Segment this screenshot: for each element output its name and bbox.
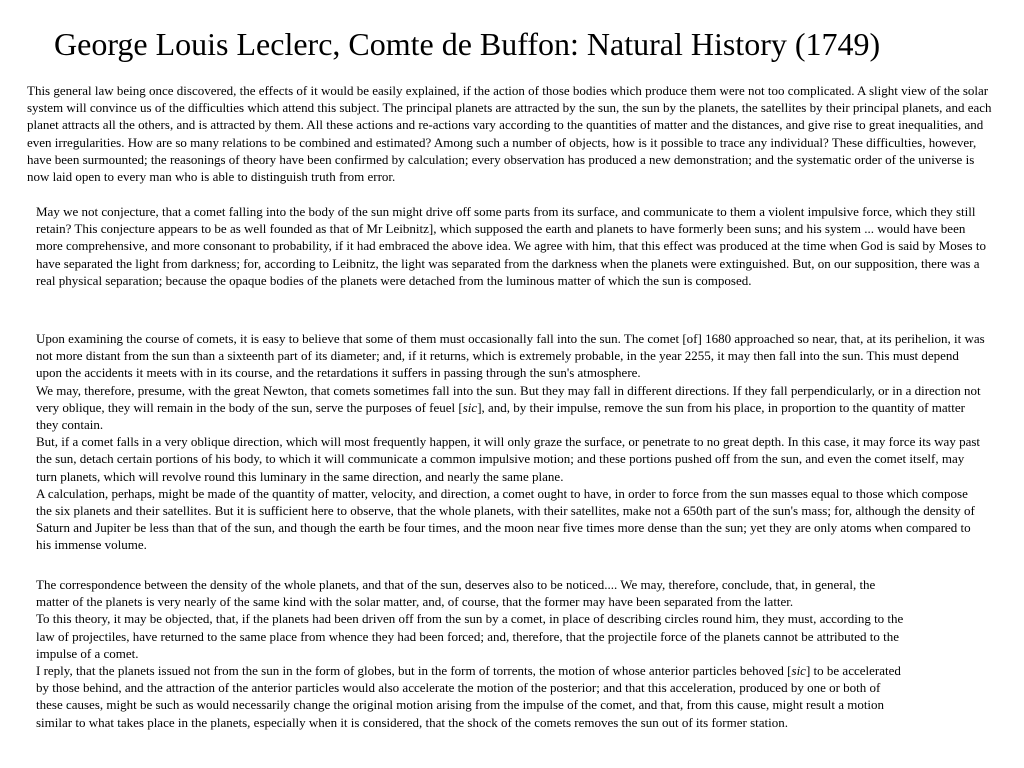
density-paragraph-2: To this theory, it may be objected, that, if the planets had been driven off from the sun by a comet, in place of describing circles round him, they must, according to the law of projectiles, have returned to the same place from whence they had been forced; and, therefore, that the projectile force of the planets cannot be attributed to the impulse of a comet. — [36, 611, 904, 661]
density-paragraph-block — [36, 576, 906, 731]
sic-annotation: sic — [791, 663, 806, 679]
sic-annotation: sic — [462, 399, 478, 415]
page-title: George Louis Leclerc, Comte de Buffon: Natural History (1749) — [54, 26, 881, 62]
intro-paragraph-block — [27, 82, 992, 185]
comets-paragraph-3: But, if a comet falls in a very oblique direction, which will most frequently happen, it will only graze the surface, or penetrate to no great depth. In this case, it may force its way past the sun, detach certain portions of his body, to which it will communicate a common impulsive motion; and these portions pushed off from the sun, and even the comet itself, may turn planets, which will revolve round this luminary in the same direction, and nearly the same plane. — [36, 434, 981, 484]
density-paragraph-3 — [36, 662, 906, 731]
comets-paragraph-block — [36, 330, 986, 554]
density-paragraph-1: The correspondence between the density of the whole planets, and that of the sun, deserves also to be noticed.... We may, therefore, conclude, that, in general, the matter of the planets is very nearly of the same kind with the solar matter, and, of course, that the former may have been separated from the latter. — [36, 577, 876, 610]
comets-paragraph-2 — [36, 382, 986, 434]
comets-paragraph-2-text-b: ], and, by their impulse, remove the sun from his place, in proportion to the quantity of matter they contain. — [36, 399, 965, 433]
conjecture-paragraph: May we not conjecture, that a comet falling into the body of the sun might drive off some parts from its surface, and communicate to them a violent impulsive force, which they still retain? This conjecture appears to be as well founded as that of Mr Leibnitz], which supposed the earth and planets to have formerly been suns; and his system ... would have been more comprehensive, and more consonant to probability, if it had embraced the above idea. We agree with him, that this effect was produced at the time when God is said by Moses to have separated the light from darkness; for, according to Leibnitz, the light was separated from the darkness when the planets were extinguished. But, on our supposition, there was a real physical separation; because the opaque bodies of the planets were detached from the luminous matter of which the sun is composed. — [36, 204, 986, 288]
comets-paragraph-1: Upon examining the course of comets, it is easy to believe that some of them must occasionally fall into the sun. The comet [of] 1680 approached so near, that, at its perihelion, it was not more distant from the sun than a sixteenth part of its diameter; and, if it returns, which is extremely probable, in the year 2255, it may then fall into the sun. This must depend upon the accidents it meets with in its course, and the retardations it suffers in passing through the sun's atmosphere. — [36, 331, 985, 381]
comets-paragraph-4: A calculation, perhaps, might be made of the quantity of matter, velocity, and direction, a comet ought to have, in order to force from the sun masses equal to those which compose the six planets and their satellites. But it is sufficient here to observe, that the whole planets, with their satellites, make not a 650th part of the sun's mass; for, although the density of Saturn and Jupiter be less than that of the sun, and though the earth be four times, and the moon near five times more dense than the sun; yet they are only atoms when compared to his immense volume. — [36, 485, 975, 553]
comets-paragraph-2-text-a: We may, therefore, presume, with the great Newton, that comets sometimes fall into the sun. But they may fall in different directions. If they fall perpendicularly, or in a direction not very oblique, they will remain in the body of the sun, serve the purposes of feuel [ — [36, 382, 981, 415]
intro-paragraph: This general law being once discovered, the effects of it would be easily explained, if the action of those bodies which produce them were not too complicated. A slight view of the solar system will convince us of the difficulties which attend this subject. The principal planets are attracted by the sun, the sun by the planets, the satellites by their principal planets, and each planet attracts all the others, and is attracted by them. All these actions and re-actions vary according to the quantities of matter and the distances, and give rise to great inequalities, and even irregularities. How are so many relations to be combined and estimated? Among such a number of objects, how is it possible to trace any individual? These difficulties, however, have been surmounted; the reasonings of theory have been confirmed by calculation; every observation has produced a new demonstration; and the systematic order of the universe is now laid open to every man who is able to distinguish truth from error. — [27, 83, 992, 185]
density-paragraph-3-text-b: ] to be accelerated by those behind, and the attraction of the anterior particles would also accelerate the motion of the posterior; and that this acceleration, produced by one or both of these causes, might be such as would necessarily change the original motion arising from the impulse of the comet, and that, from this cause, might result a motion similar to what takes place in the planets, especially when it is considered, that the shock of the comets removes the sun out of its former station. — [36, 663, 901, 730]
conjecture-paragraph-block — [36, 203, 986, 289]
density-paragraph-3-text-a: I reply, that the planets issued not from the sun in the form of globes, but in the form of torrents, the motion of whose anterior particles behoved [ — [36, 663, 792, 679]
